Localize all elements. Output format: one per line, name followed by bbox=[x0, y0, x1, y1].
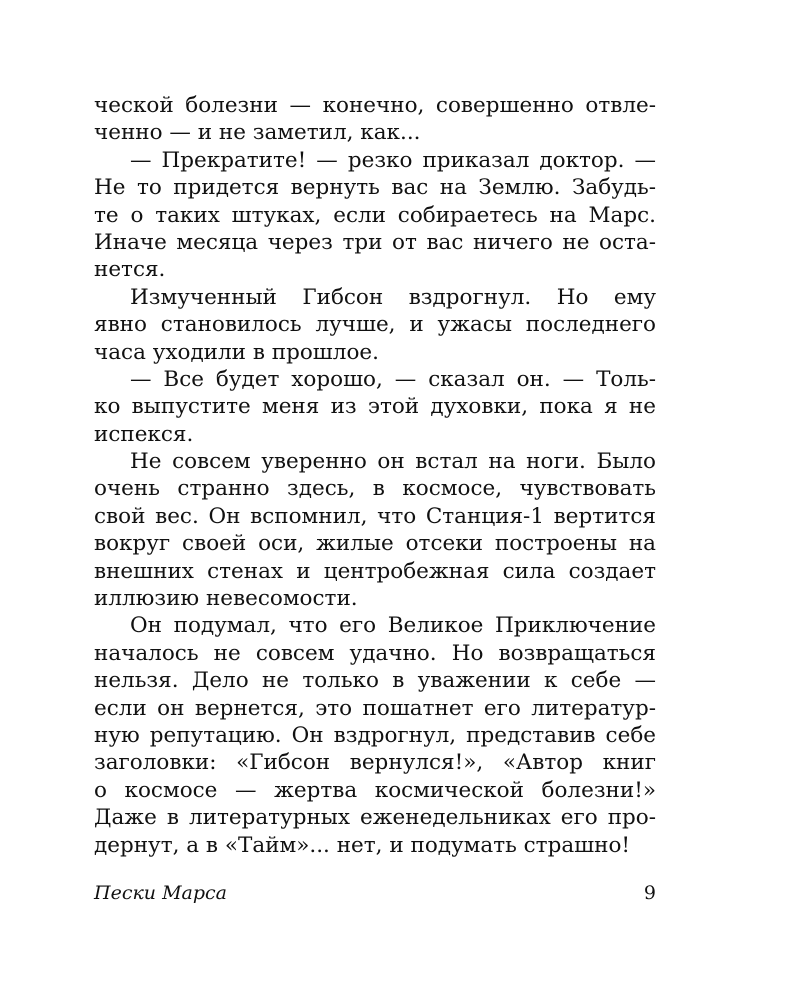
text-line: дернут, а в «Тайм»... нет, и подумать страшно! bbox=[94, 832, 631, 858]
text-line: внешних стенах и центробежная сила создает bbox=[94, 558, 656, 584]
text-line: заголовки: «Гибсон вернулся!», «Автор книг bbox=[94, 750, 656, 776]
text-line: Иначе месяца через три от вас ничего не оста- bbox=[94, 229, 656, 255]
text-line: Не то придется вернуть вас на Землю. Забудь- bbox=[94, 175, 656, 201]
text-line: очень странно здесь, в космосе, чувствовать bbox=[94, 476, 656, 502]
text-line: нельзя. Дело не только в уважении к себе — bbox=[94, 668, 656, 694]
text-line: часа уходили в прошлое. bbox=[94, 339, 379, 365]
text-line: Он подумал, что его Великое Приключение bbox=[130, 613, 656, 639]
text-line: те о таких штуках, если собираетесь на Марс. bbox=[94, 202, 656, 228]
text-line: Даже в литературных еженедельниках его про- bbox=[94, 805, 656, 831]
text-line: — Все будет хорошо, — сказал он. — Толь- bbox=[130, 366, 656, 392]
text-line: иллюзию невесомости. bbox=[94, 586, 358, 612]
text-line: началось не совсем удачно. Но возвращаться bbox=[94, 640, 656, 666]
text-line: о космосе — жертва космической болезни!» bbox=[94, 777, 656, 803]
text-line: если он вернется, это пошатнет его литератур- bbox=[94, 695, 656, 721]
text-line: ченно — и не заметил, как... bbox=[94, 120, 421, 146]
text-line: ко выпустите меня из этой духовки, пока я не bbox=[94, 394, 656, 420]
text-line: вокруг своей оси, жилые отсеки построены на bbox=[94, 531, 656, 557]
running-title: Пески Марса bbox=[94, 882, 227, 904]
text-line: свой вес. Он вспомнил, что Станция-1 вертится bbox=[94, 503, 656, 529]
text-line: Измученный Гибсон вздрогнул. Но ему bbox=[130, 284, 656, 310]
page-footer bbox=[94, 882, 656, 910]
text-line: ную репутацию. Он вздрогнул, представив себе bbox=[94, 722, 656, 748]
text-line: нется. bbox=[94, 257, 166, 283]
body-text bbox=[94, 92, 656, 859]
text-line: явно становилось лучше, и ужасы последнего bbox=[94, 312, 656, 338]
text-line: — Прекратите! — резко приказал доктор. — bbox=[130, 147, 656, 173]
page-number: 9 bbox=[643, 882, 656, 904]
text-line: испекся. bbox=[94, 421, 194, 447]
text-line: Не совсем уверенно он встал на ноги. Было bbox=[130, 449, 656, 475]
text-line: ческой болезни — конечно, совершенно отвле- bbox=[94, 93, 656, 118]
